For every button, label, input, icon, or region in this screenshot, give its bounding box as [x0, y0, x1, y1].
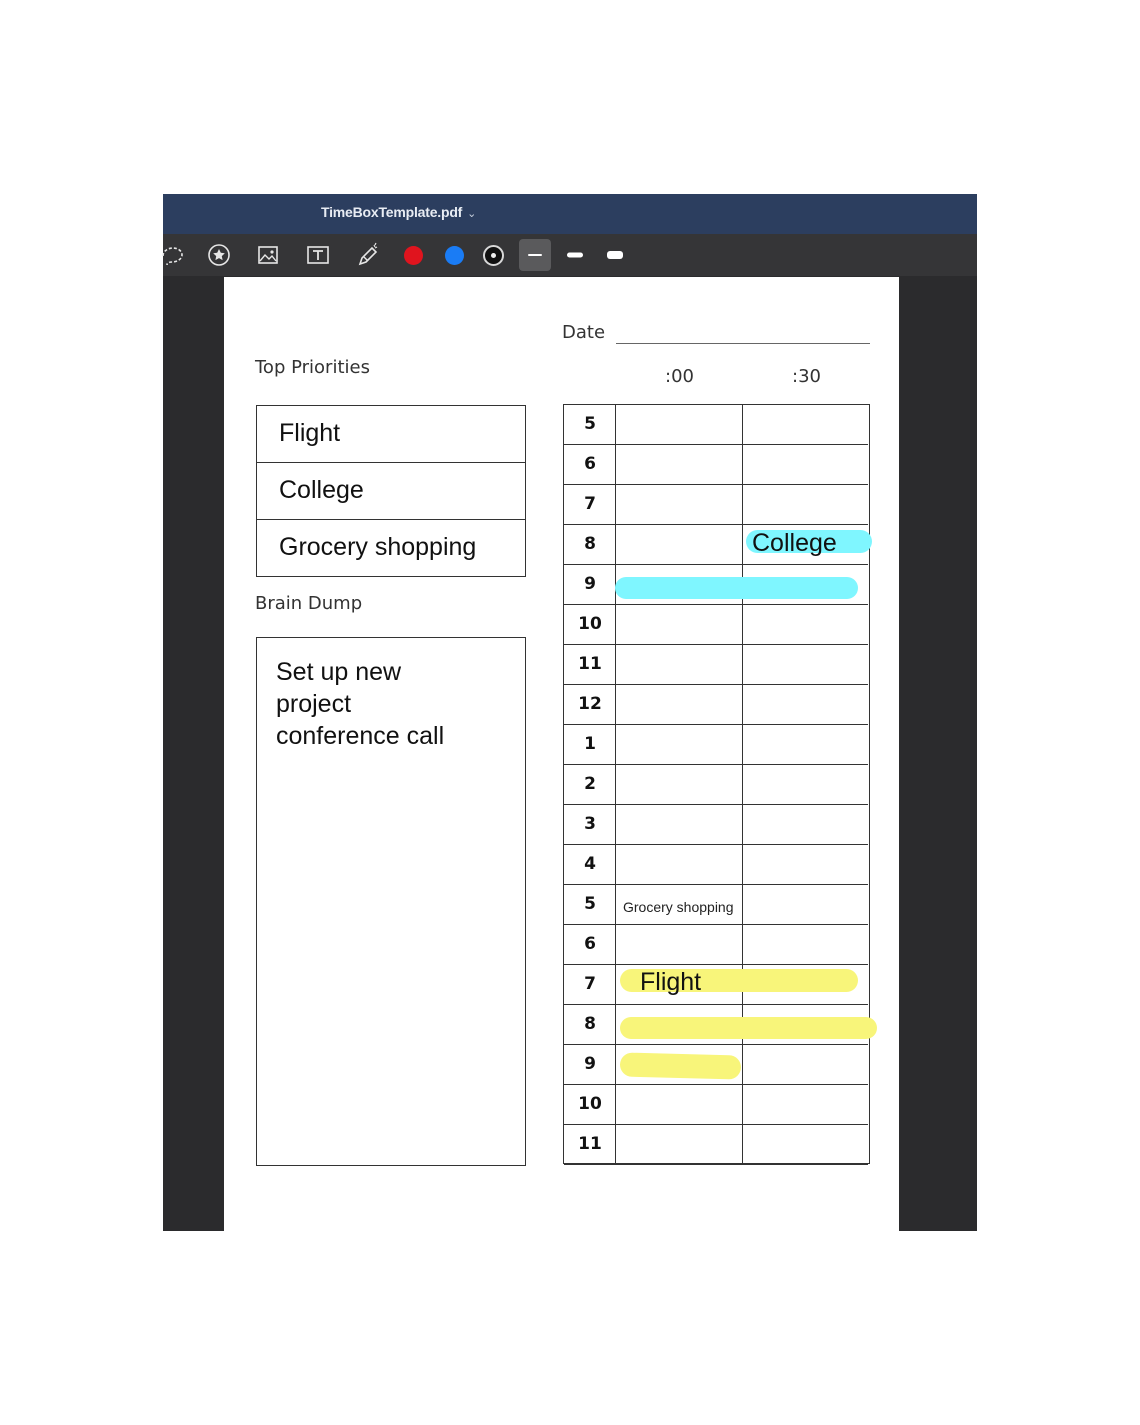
- priority-row[interactable]: [257, 406, 525, 463]
- brain-dump-notes: [276, 656, 516, 752]
- time-slot-30[interactable]: [743, 925, 868, 963]
- time-slot-row: [564, 845, 868, 885]
- hour-label: 11: [578, 1134, 602, 1154]
- hour-label: 5: [584, 414, 596, 434]
- time-slot-row: [564, 1085, 868, 1125]
- brain-dump-line: Set up new: [276, 658, 402, 686]
- time-slot-00[interactable]: [616, 605, 743, 643]
- color-black-swatch-selected[interactable]: [483, 245, 504, 266]
- time-slot-00[interactable]: [616, 725, 743, 763]
- priority-text: Flight: [279, 419, 341, 447]
- time-slot-00[interactable]: [616, 525, 743, 563]
- hour-label: 6: [584, 934, 596, 954]
- time-slot-row: [564, 645, 868, 685]
- time-slot-00[interactable]: [616, 805, 743, 843]
- time-slot-00[interactable]: [616, 645, 743, 683]
- priority-row[interactable]: [257, 520, 525, 576]
- time-slot-00[interactable]: [616, 405, 743, 443]
- top-priorities-box: [256, 405, 526, 577]
- brain-dump-label: Brain Dump: [255, 593, 363, 614]
- pdf-page: [224, 277, 899, 1231]
- hour-label: 3: [584, 814, 596, 834]
- document-title: TimeBoxTemplate.pdf: [321, 204, 463, 220]
- hour-label: 9: [584, 1054, 596, 1074]
- time-slot-row: [564, 1125, 868, 1165]
- hour-label: 9: [584, 574, 596, 594]
- stroke-thin-button[interactable]: [519, 239, 551, 271]
- time-slot-row: [564, 485, 868, 525]
- priority-row[interactable]: [257, 463, 525, 520]
- time-slot-30[interactable]: [743, 845, 868, 883]
- hour-label: 7: [584, 494, 596, 514]
- brain-dump-box[interactable]: [256, 637, 526, 1166]
- time-slot-row: [564, 405, 868, 445]
- hour-label: 12: [578, 694, 602, 714]
- hour-label: 8: [584, 534, 596, 554]
- title-bar: [163, 194, 977, 234]
- time-slot-30[interactable]: [743, 1125, 868, 1163]
- time-slot-00[interactable]: [616, 1125, 743, 1163]
- priority-text: College: [279, 476, 364, 504]
- time-slot-30[interactable]: [743, 685, 868, 723]
- image-icon[interactable]: [253, 240, 283, 270]
- stroke-thick-button[interactable]: [599, 239, 631, 271]
- time-slot-30[interactable]: [743, 885, 868, 923]
- time-slot-30[interactable]: [743, 405, 868, 443]
- lasso-icon[interactable]: [157, 240, 187, 270]
- time-slot-00[interactable]: [616, 765, 743, 803]
- time-slot-30[interactable]: [743, 645, 868, 683]
- schedule-entry-grocery: Grocery shopping: [623, 899, 734, 915]
- hour-label: 7: [584, 974, 596, 994]
- date-field-line[interactable]: [616, 343, 870, 344]
- hour-label: 8: [584, 1014, 596, 1034]
- schedule-entry-flight: Flight: [640, 968, 702, 996]
- hour-label: 11: [578, 654, 602, 674]
- time-slot-row: [564, 805, 868, 845]
- time-slot-00[interactable]: [616, 845, 743, 883]
- time-box-grid: [563, 404, 870, 1164]
- time-slot-row: [564, 605, 868, 645]
- cyan-highlight-stroke: [615, 577, 858, 599]
- time-slot-30[interactable]: [743, 485, 868, 523]
- color-blue-swatch[interactable]: [445, 246, 464, 265]
- time-slot-30[interactable]: [743, 445, 868, 483]
- hour-label: 1: [584, 734, 596, 754]
- time-slot-30[interactable]: [743, 1085, 868, 1123]
- time-slot-30[interactable]: [743, 725, 868, 763]
- time-slot-30[interactable]: [743, 765, 868, 803]
- time-slot-row: [564, 685, 868, 725]
- time-slot-30[interactable]: [743, 605, 868, 643]
- time-slot-00[interactable]: [616, 445, 743, 483]
- column-divider: [615, 405, 616, 1163]
- selected-dot-icon: [491, 253, 496, 258]
- brain-dump-line: project: [276, 690, 352, 718]
- time-slot-00[interactable]: [616, 925, 743, 963]
- column-divider: [742, 405, 743, 1163]
- yellow-highlight-stroke: [620, 1052, 742, 1079]
- time-slot-00[interactable]: [616, 685, 743, 723]
- hour-label: 10: [578, 614, 602, 634]
- time-slot-row: [564, 725, 868, 765]
- time-slot-row: [564, 925, 868, 965]
- color-red-swatch[interactable]: [404, 246, 423, 265]
- time-slot-00[interactable]: [616, 1085, 743, 1123]
- hour-label: 4: [584, 854, 596, 874]
- text-box-icon[interactable]: [303, 240, 333, 270]
- shapes-star-icon[interactable]: [204, 240, 234, 270]
- stroke-medium-button[interactable]: [559, 239, 591, 271]
- time-slot-row: [564, 765, 868, 805]
- time-slot-00[interactable]: [616, 485, 743, 523]
- highlighter-icon[interactable]: [352, 240, 382, 270]
- time-slot-30[interactable]: [743, 805, 868, 843]
- time-slot-30[interactable]: [743, 1045, 868, 1083]
- document-title-menu[interactable]: [321, 204, 476, 220]
- time-slot-row: [564, 445, 868, 485]
- chevron-down-icon: ⌄: [467, 208, 477, 220]
- brain-dump-line: conference call: [276, 722, 445, 750]
- yellow-highlight-stroke: [620, 1017, 877, 1039]
- hour-label: 6: [584, 454, 596, 474]
- hour-label: 5: [584, 894, 596, 914]
- hour-label: 10: [578, 1094, 602, 1114]
- date-label: Date: [562, 322, 606, 343]
- top-priorities-label: Top Priorities: [255, 357, 370, 378]
- annotation-toolbar: [163, 234, 977, 276]
- priority-text: Grocery shopping: [279, 533, 477, 561]
- schedule-entry-college: College: [752, 529, 837, 557]
- column-header-30: :30: [792, 366, 821, 387]
- column-header-00: :00: [665, 366, 694, 387]
- hour-label: 2: [584, 774, 596, 794]
